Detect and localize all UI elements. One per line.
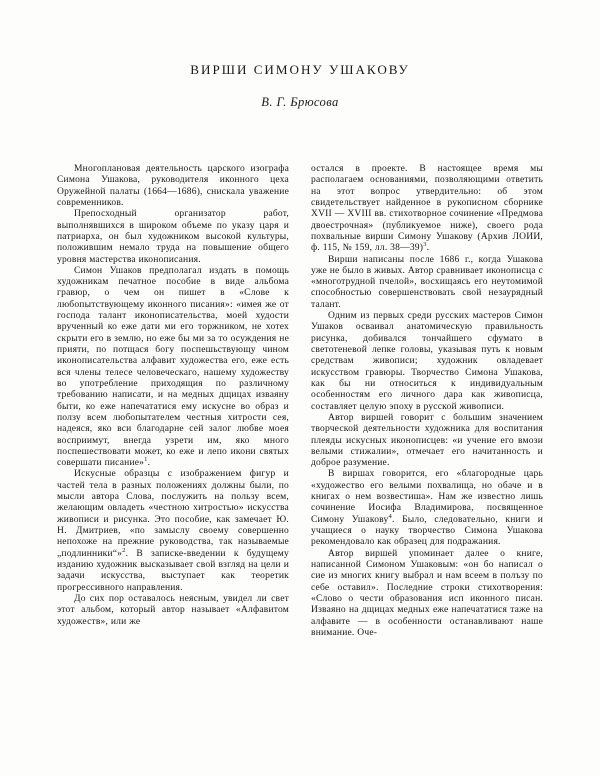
column-left bbox=[57, 163, 289, 627]
paragraph: Автор виршей упоминает далее о книге, написанной Симоном Ушаковым: «он бо написал о сие из многих книгу выбрал и нам всеем в полъзу по себе оставил». Последние строки стихотворения: «Слово о чести образования исп иконного писан. Изваяно на дщицах медных еже напечататися таже на алфавите — в особенности останавливают наше внимание. Оче- bbox=[311, 547, 543, 638]
text-columns bbox=[57, 163, 544, 638]
paragraph: Автор виршей говорит с большим значением творческой деятельности художника для воспитания плеяды искусных иконописцев: «и учение его вмози велыми стижалии», отмечает его начитанность и доброе разумение. bbox=[311, 411, 543, 469]
column-right bbox=[311, 163, 543, 638]
page-title: ВИРШИ СИМОНУ УШАКОВУ bbox=[190, 62, 410, 77]
paragraph: остался в проекте. В настоящее время мы располагаем основаниями, позволяющими ответить на этот вопрос утвердительно: об этом свидетельствует найденное в рукописном сборнике XVII — XVIII вв. стихотворное сочинение «Предмова двоестрочная» (публикуемое ниже), своего рода похвальные вирши Симону Ушакову (Архив ЛОИИ, ф. 115, № 159, лл. 38—39)$^3$. bbox=[311, 163, 543, 254]
paragraph: Многоплановая деятельность царского изографа Симона Ушакова, руководителя иконного цеха Оружейной палаты (1664—1686), снискала уважение современников. bbox=[57, 163, 289, 208]
title-block bbox=[0, 0, 600, 110]
paragraph: Вирши написаны после 1686 г., когда Ушакова уже не было в живых. Автор сравнивает иконописца с «многотрудной пчелой», восхищаясь его неутомимой способностью совершенствовать свой незаурядный талант. bbox=[311, 253, 543, 310]
paragraph: В виршах говорится, его «благородные царь «художество его велыми похвалища, но обаче и в книгах о нем возвестиша». Нам же известно лишь сочинение Иосифа Владимирова, посвященное Симону Ушакову$^4$. Было, следовательно, книги и учащиеся о науку творчество Симона Ушакова рекомендовало как образец для подражания. bbox=[311, 468, 543, 548]
paragraph: Искусные образцы с изображением фигур и частей тела в разных положениях должны были, по мысли автора Слова, послужить на пользу всем, желающим овладеть «честною хитростью» искусства живописи и рисунка. Это пособие, как замечает Ю. Н. Дмитриев, «по замыслу своему совершенно непохоже на прежние руководства, так называемые „подлинники“»$^2$. В записке-введении к будущему изданию художник высказывает свой взгляд на цели и задачи искусства, выступает как теоретик прогрессивного направления. bbox=[57, 468, 289, 593]
paragraph: Симон Ушаков предполагал издать в помощь художникам печатное пособие в виде альбома гравюр, о чем он пишет в «Слове к любопытствующему иконного писания»: «имея же от господа талант иконописательства, моей худости врученный ко еже дати ми его торжником, не хотех скрыти его в землю, но еже бы ми за то осуждения не прияти, по потщася богу поспешьствующу чином иконописательства алфавит художества его, еже есть вся члены телесе человеческаго, нашему художеству во употребление приходящия по различному требованию написати, и на медных дщицах изваяну быти, ко еже напечататися ему искусне во образ и ползу всем любопытателем честныя хитрости сея, надеяся, яко вси благодарне сей залог любве моея восприимут, внегда узрети им, яко много поспешествовати может, ко еже и лепо икони святых совершати писание»$^1$. bbox=[57, 264, 289, 469]
paragraph: Препосходный организатор работ, выполнявшихся в широком объеме по указу царя и патриарха, он был художником высокой культуры, положившим немало труда на повышение общего уровня мастерства иконописания. bbox=[57, 208, 289, 265]
paragraph: До сих пор оставалось неясным, увидел ли свет этот альбом, который автор называет «Алфавитом художеств», или же bbox=[57, 592, 289, 627]
author-byline: В. Г. Брюсова bbox=[261, 95, 339, 109]
paragraph: Одним из первых среди русских мастеров Симон Ушаков осваивал анатомическую правильность рисунка, добивался тончайшего сфумато в светотеневой лепке головы, указывая путь к новым средствам живописи; художник овладевает искусством гравюры. Творчество Симона Ушакова, как бы ни относиться к индивидуальным особенностям его личного дара как живописца, составляет целую эпоху в русской живописи. bbox=[311, 310, 543, 412]
